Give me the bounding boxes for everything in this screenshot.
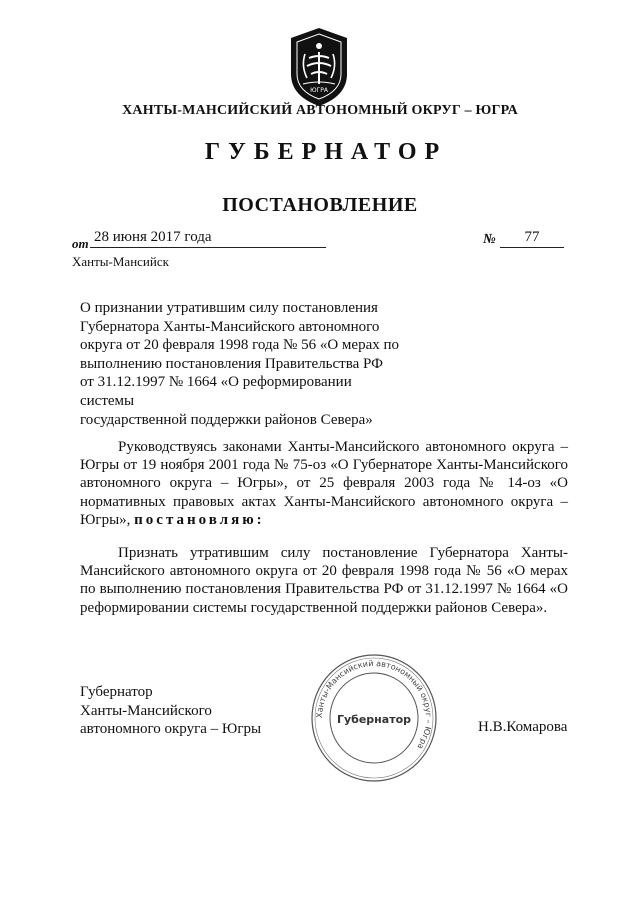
subject-line: Губернатора Ханты-Мансийского автономного xyxy=(80,318,380,335)
emblem-caption: ЮГРА xyxy=(310,87,328,94)
region-name: ХАНТЫ-МАНСИЙСКИЙ АВТОНОМНЫЙ ОКРУГ – ЮГРА xyxy=(122,103,518,118)
subject-line: государственной поддержки районов Севера» xyxy=(80,411,373,428)
coat-of-arms-emblem xyxy=(283,26,355,108)
authority-title: ГУБЕРНАТОР xyxy=(204,139,448,165)
preamble-paragraph xyxy=(80,438,568,529)
operative-text: Признать утратившим силу постановление Губернатора Ханты-Мансийского автономного округа от 20 февраля 1998 года № 56 «О мерах по выполнению постановления Правительства РФ от 31.12.1997 № 1664 «О реформировании системы государственной поддержки районов Севера». xyxy=(80,545,568,616)
city: Ханты-Мансийск xyxy=(72,254,169,269)
preamble-text: Руководствуясь законами Ханты-Мансийского автономного округа – Югры от 19 ноября 2001 года № 75-оз «О Губернаторе Ханты-Мансийского автономного округа – Югры», от 25 февраля 2003 года № 14-оз «О нормативных правовых актах Ханты-Мансийского автономного округа – Югры», xyxy=(80,439,568,528)
document-number: 77 xyxy=(500,229,564,248)
subject-line: О признании утратившим силу постановления xyxy=(80,300,378,316)
signatory-title-line: Губернатор xyxy=(80,684,153,700)
signatory-title-line: автономного округа – Югры xyxy=(80,721,262,737)
subject-line: округа от 20 февраля 1998 года № 56 «О мерах по xyxy=(80,337,400,354)
date-prefix: от xyxy=(72,236,89,251)
signatory-title-line: Ханты-Мансийского xyxy=(80,702,212,719)
signatory-name: Н.В.Комарова xyxy=(478,719,568,735)
document-subject xyxy=(80,299,400,429)
document-date: 28 июня 2017 года xyxy=(90,229,326,248)
signatory-title xyxy=(80,683,261,739)
stamp-center-text: Губернатор xyxy=(336,713,412,726)
subject-line: выполнению постановления Правительства РФ xyxy=(80,355,383,372)
number-prefix: № xyxy=(483,232,496,247)
subject-line: от 31.12.1997 № 1664 «О реформировании системы xyxy=(80,374,352,409)
operative-paragraph xyxy=(80,544,568,617)
official-stamp xyxy=(310,653,438,783)
stamp-ring-text: Ханты-Мансийский автономный округ – Югра xyxy=(314,658,434,751)
document-type: ПОСТАНОВЛЕНИЕ xyxy=(222,194,418,216)
decree-word: постановляю: xyxy=(134,511,265,528)
date-number-row xyxy=(72,229,572,251)
